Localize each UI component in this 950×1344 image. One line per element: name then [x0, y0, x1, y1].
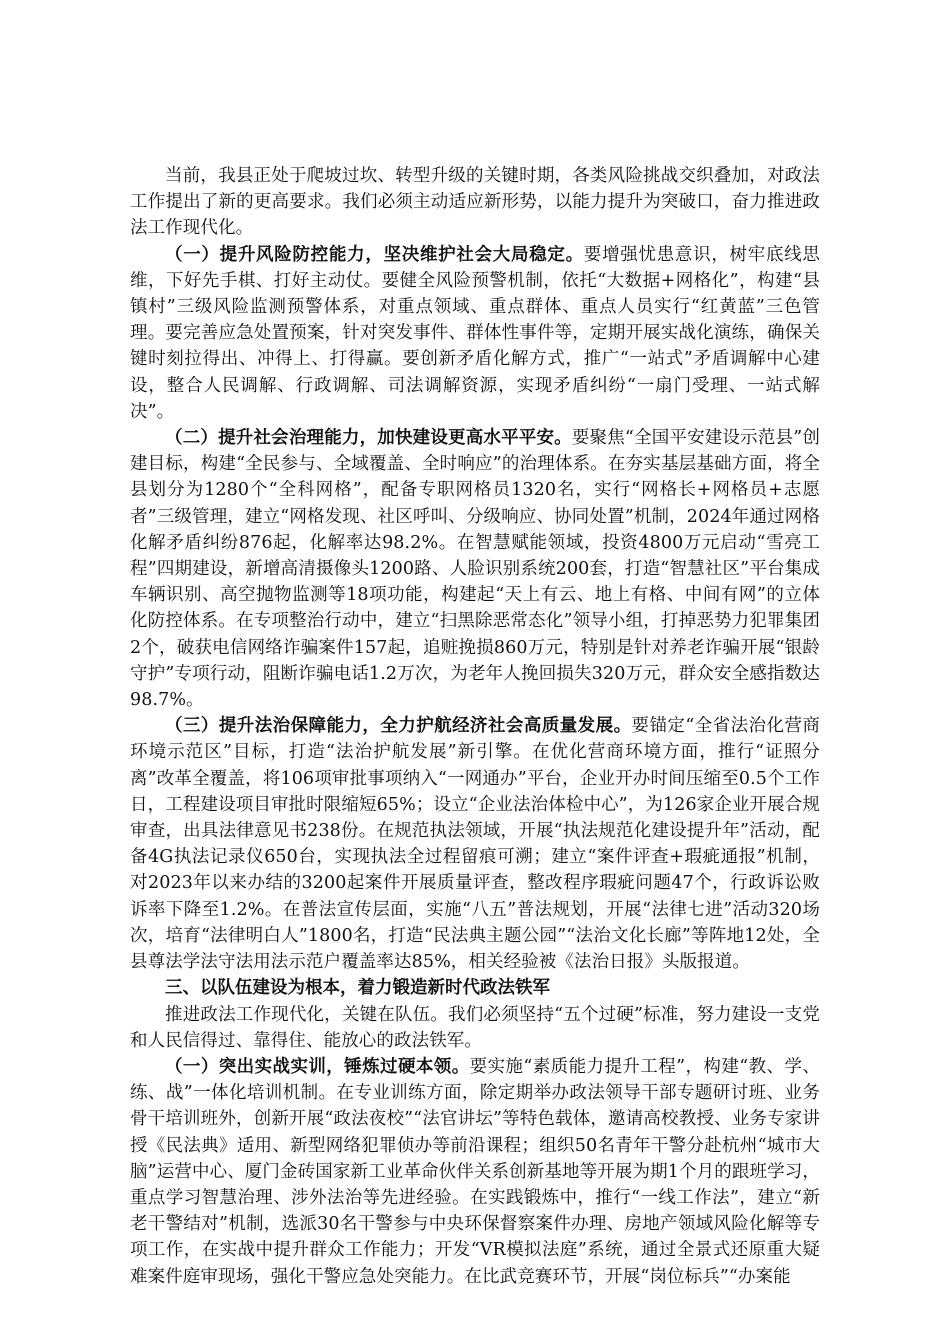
section-heading: 三、以队伍建设为根本，着力锻造新时代政法铁军	[165, 978, 550, 999]
paragraph-lead: （三）提升法治保障能力，全力护航经济社会高质量发展。	[165, 716, 632, 737]
paragraph-text: 要锚定“全省法治化营商环境示范区”目标，打造“法治护航发展”新引擎。在优化营商环境方面，推行“证照分离”改革全覆盖，将106项审批事项纳入“一网通办”平台，企业开办时间压缩至0.5个工作日，工程建设项目审批时限缩短65%；设立“企业法治体检中心”，为126家企业开展合规审查，出具法律意见书238份。在规范执法领域，开展“执法规范化建设提升年”活动，配备4G执法记录仪650台，实现执法全过程留痕可溯；建立“案件评查+瑕疵通报”机制，对2023年以来办结的3200起案件开展质量评查，整改程序瑕疵问题47个，行政诉讼败诉率下降至1.2%。在普法宣传层面，实施“八五”普法规划，开展“法律七进”活动320场次，培育“法律明白人”1800名，打造“民法典主题公园”“法治文化长廊”等阵地12处，全县尊法学法守法用法示范户覆盖率达85%，相关经验被《法治日报》头版报道。	[130, 716, 820, 973]
paragraph-text: 当前，我县正处于爬坡过坎、转型升级的关键时期，各类风险挑战交织叠加，对政法工作提出了新的更高要求。我们必须主动适应新形势，以能力提升为突破口，奋力推进政法工作现代化。	[130, 166, 820, 239]
paragraph-lead: （一）突出实战实训，锤炼过硬本领。	[165, 1056, 470, 1077]
paragraph-team-intro	[130, 1002, 820, 1054]
paragraph-text: 要增强忧患意识，树牢底线思维，下好先手棋、打好主动仗。要健全风险预警机制，依托“大数据+网格化”，构建“县镇村”三级风险监测预警体系，对重点领域、重点群体、重点人员实行“红黄蓝”三色管理。要完善应急处置预案，针对突发事件、群体性事件等，定期开展实战化演练，确保关键时刻拉得出、冲得上、打得赢。要创新矛盾化解方式，推广“一站式”矛盾调解中心建设，整合人民调解、行政调解、司法调解资源，实现矛盾纠纷“一扇门受理、一站式解决”。	[130, 244, 820, 422]
paragraph-text: 要聚焦“全国平安建设示范县”创建目标，构建“全民参与、全域覆盖、全时响应”的治理体系。在夯实基层基础方面，将全县划分为1280个“全科网格”，配备专职网格员1320名，实行“网格长+网格员+志愿者”三级管理，建立“网格发现、社区呼叫、分级响应、协同处置”机制，2024年通过网格化解矛盾纠纷876起，化解率达98.2%。在智慧赋能领域，投资4800万元启动“雪亮工程”四期建设，新增高清摄像头1200路、人脸识别系统200套，打造“智慧社区”平台集成车辆识别、高空抛物监测等18项功能，构建起“天上有云、地上有格、中间有网”的立体化防控体系。在专项整治行动中，建立“扫黑除恶常态化”领导小组，打掉恶势力犯罪集团2个，破获电信网络诈骗案件157起，追赃挽损860万元，特别是针对养老诈骗开展“银龄守护”专项行动，阻断诈骗电话1.2万次，为老年人挽回损失320万元，群众安全感指数达98.7%。	[130, 428, 820, 711]
paragraph-risk-control	[130, 242, 820, 425]
paragraph-text: 要实施“素质能力提升工程”，构建“教、学、练、战”一体化培训机制。在专业训练方面，除定期举办政法领导干部专题研讨班、业务骨干培训班外，创新开展“政法夜校”“法官讲坛”等特色载体，邀请高校教授、业务专家讲授《民法典》适用、新型网络犯罪侦办等前沿课程；组织50名青年干警分赴杭州“城市大脑”运营中心、厦门金砖国家新工业革命伙伴关系创新基地等开展为期1个月的跟班学习，重点学习智慧治理、涉外法治等先进经验。在实践锻炼中，推行“一线工作法”，建立“新老干警结对”机制，选派30名干警参与中央环保督察案件办理、房地产领域风险化解等专项工作，在实战中提升群众工作能力；开发“VR模拟法庭”系统，通过全景式还原重大疑难案件庭审现场，强化干警应急处突能力。在比武竞赛环节，开展“岗位标兵”“办案能	[130, 1056, 820, 1287]
paragraph-training	[130, 1054, 820, 1290]
paragraph-lead: （一）提升风险防控能力，坚决维护社会大局稳定。	[165, 244, 584, 265]
paragraph-intro	[130, 163, 820, 242]
paragraph-rule-of-law	[130, 713, 820, 975]
paragraph-text: 推进政法工作现代化，关键在队伍。我们必须坚持“五个过硬”标准，努力建设一支党和人民信得过、靠得住、能放心的政法铁军。	[130, 1004, 820, 1051]
paragraph-social-governance	[130, 425, 820, 713]
paragraph-lead: （二）提升社会治理能力，加快建设更高水平平安。	[165, 428, 572, 449]
